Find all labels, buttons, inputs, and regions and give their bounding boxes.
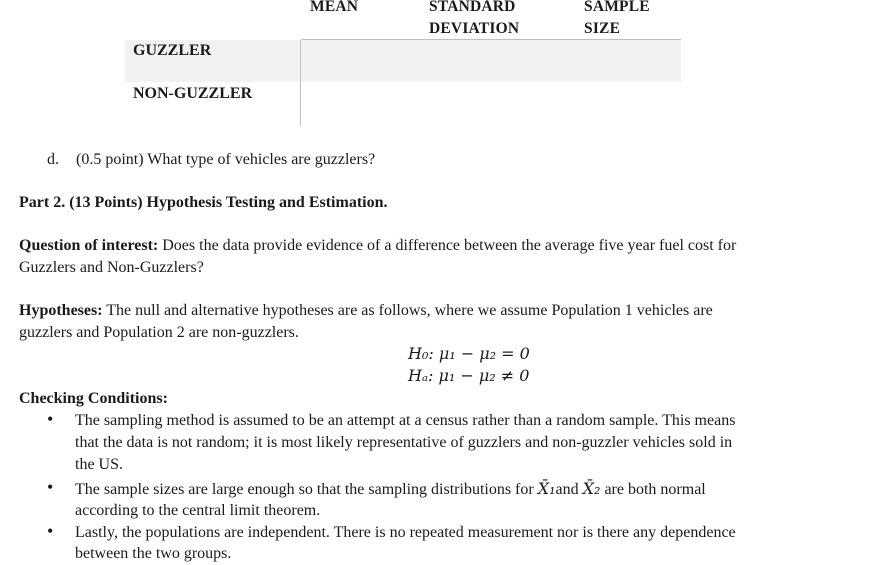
condition-1-line2: that the data is not random; it is most likely representative of guzzlers and non-guzzler vehicles sold in	[75, 434, 733, 451]
bullet-dot-icon: •	[47, 477, 54, 497]
condition-2-line1	[75, 478, 706, 501]
hypotheses-line2: guzzlers and Population 2 are non-guzzlers.	[19, 324, 299, 341]
hypotheses-label: Hypotheses:	[19, 302, 103, 319]
bullet-dot-icon: •	[47, 521, 54, 541]
label-column-rule	[300, 40, 301, 126]
question-of-interest-line1	[19, 235, 736, 257]
part2-title: Part 2. (13 Points) Hypothesis Testing and Estimation.	[19, 194, 388, 211]
question-d-text: (0.5 point) What type of vehicles are guzzlers?	[76, 151, 376, 168]
xbar1-symbol: X̄₁	[537, 479, 556, 498]
header-sd-line1: STANDARD	[429, 0, 516, 15]
condition-3-line2: between the two groups.	[75, 545, 232, 562]
question-of-interest-label: Question of interest:	[19, 237, 159, 254]
header-n-line1: SAMPLE	[584, 0, 650, 15]
condition-2-text-a: The sample sizes are large enough so that the sampling distributions for	[75, 481, 534, 498]
condition-1-line3: the US.	[75, 456, 123, 473]
condition-2-and: and	[555, 481, 579, 498]
condition-3-line1: Lastly, the populations are independent. There is no repeated measurement nor is there any dependence	[75, 524, 736, 541]
bullet-dot-icon: •	[47, 409, 54, 429]
hypotheses-text: The null and alternative hypotheses are as follows, where we assume Population 1 vehicles are	[106, 302, 713, 319]
alternative-hypothesis: Hₐ: μ₁ − μ₂ ≠ 0	[408, 366, 530, 385]
question-of-interest-text: Does the data provide evidence of a difference between the average five year fuel cost for	[162, 237, 737, 254]
header-sd-line2: DEVIATION	[429, 20, 520, 37]
xbar2-symbol: X̄₂	[582, 479, 601, 498]
question-d-label: d.	[47, 151, 59, 168]
row-label-non-guzzler: NON-GUZZLER	[133, 85, 253, 102]
conditions-title: Checking Conditions:	[19, 390, 168, 407]
row-label-guzzler: GUZZLER	[133, 42, 212, 59]
null-hypothesis: H₀: μ₁ − μ₂ = 0	[408, 344, 530, 363]
header-n-line2: SIZE	[584, 20, 621, 37]
condition-2-line2: according to the central limit theorem.	[75, 502, 321, 519]
condition-1-line1: The sampling method is assumed to be an attempt at a census rather than a random sample. This means	[75, 412, 736, 429]
hypotheses-line1	[19, 300, 713, 322]
question-of-interest-line2: Guzzlers and Non-Guzzlers?	[19, 259, 204, 276]
header-mean: MEAN	[310, 0, 359, 15]
condition-2-text-b: are both normal	[604, 481, 706, 498]
